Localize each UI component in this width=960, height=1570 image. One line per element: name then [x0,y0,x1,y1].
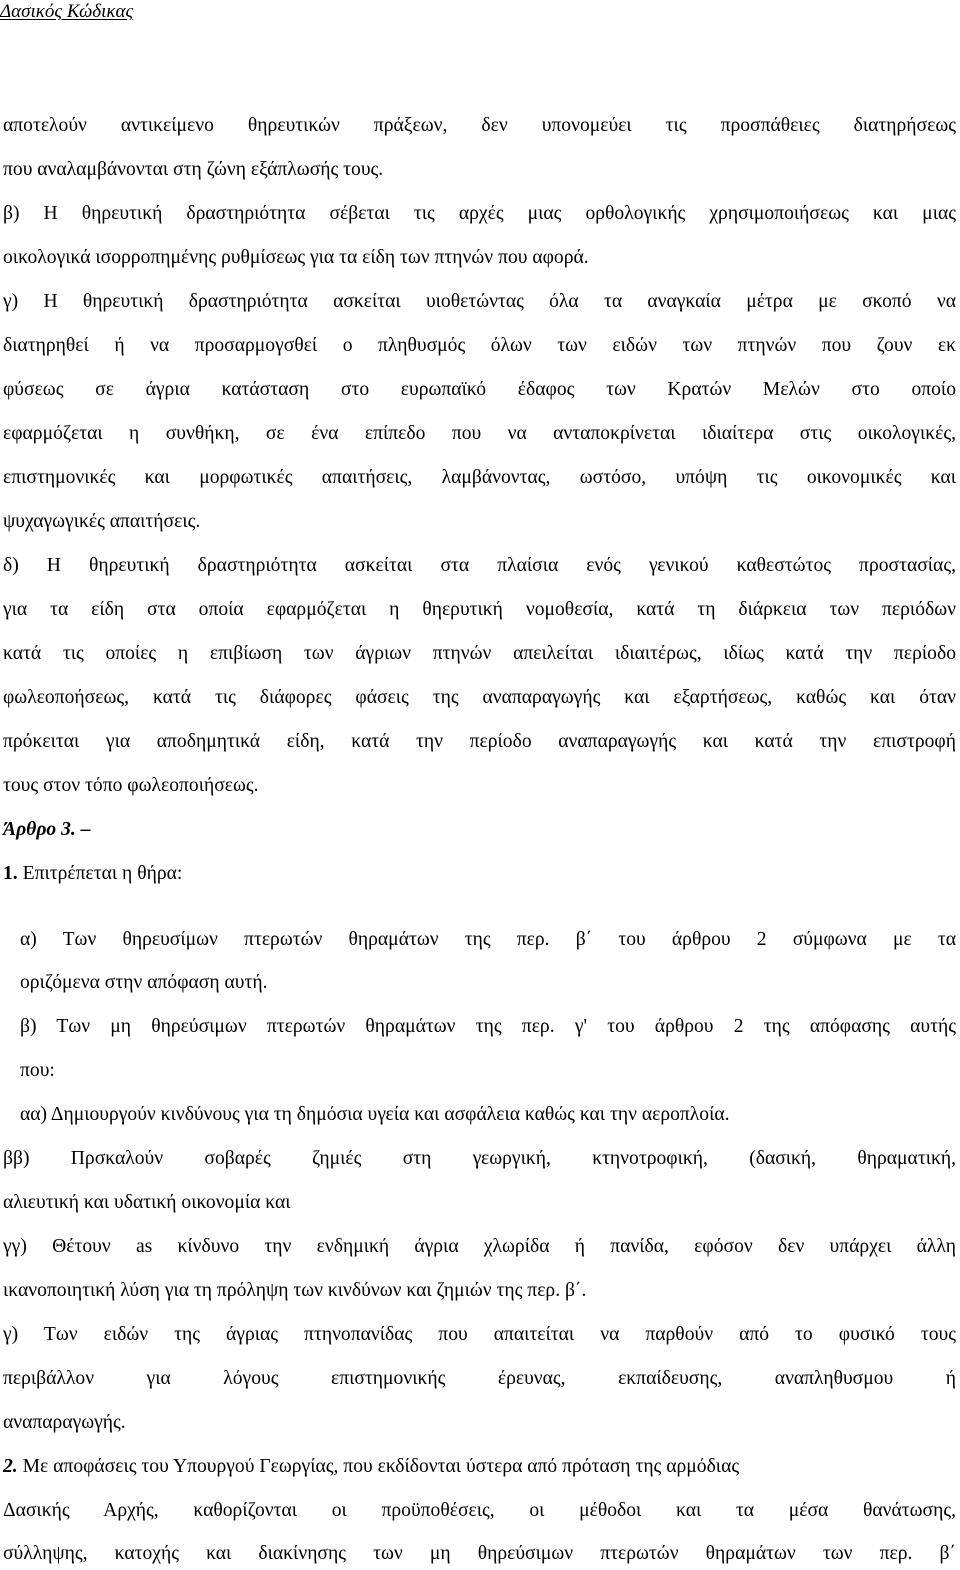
text-line: δ) Η θηρευτική δραστηριότητα ασκείται στα πλαίσια ενός γενικού καθεστώτος προστασίας, [3,555,956,576]
text-line: φύσεως σε άγρια κατάσταση στο ευρωπαϊκό έδαφος των Κρατών Μελών στο οποίο [3,379,956,400]
text-line: που αναλαμβάνονται στη ζώνη εξάπλωσής τους. [3,159,384,180]
text-line: κατά τις οποίες η επιβίωση των άγριων πτηνών απειλείται ιδιαιτέρως, ιδίως κατά την περίοδο [3,643,956,664]
text-line: αναπαραγωγής. [3,1412,126,1433]
text-line: που: [20,1060,55,1081]
text-line: αα) Δημιουργούν κινδύνους για τη δημόσια υγεία και ασφάλεια καθώς και την αεροπλοία. [20,1104,730,1125]
text-line: ικανοποιητική λύση για τη πρόληψη των κινδύνων και ζημιών της περ. β΄. [3,1280,587,1301]
text-line: αποτελούν αντικείμενο θηρευτικών πράξεων, δεν υπονομεύει τις προσπάθειες διατηρήσεως [3,115,956,136]
text-line: φωλεοποήσεως, κατά τις διάφορες φάσεις της αναπαραγωγής και εξαρτήσεως, καθώς και όταν [3,687,956,708]
text-line: πρόκειται για αποδημητικά είδη, κατά την περίοδο αναπαραγωγής και κατά την επιστροφή [3,731,956,752]
text-line: διατηρηθεί ή να προσαρμογσθεί ο πληθυσμός όλων των ειδών των πτηνών που ζουν εκ [3,335,956,356]
text-line: εφαρμόζεται η συνθήκη, σε ένα επίπεδο που να ανταποκρίνεται ιδιαίτερα στις οικολογικές, [3,423,956,444]
text-line: σύλληψης, κατοχής και διακίνησης των μη θηρεύσιμων πτερωτών θηραμάτων των περ. β΄ [3,1543,956,1564]
paragraph-1 [3,861,956,887]
text-line: αλιευτική και υδατική οικονομία και [3,1192,291,1213]
article-heading: Άρθρο 3. – [3,819,91,840]
text-line: α) Των θηρευσίμων πτερωτών θηραμάτων της περ. β΄ του άρθρου 2 σύμφωνα με τα [20,929,956,950]
text-line: ββ) Πρσκαλούν σοβαρές ζημιές στη γεωργική, κτηνοτροφική, (δασική, θηραματική, [3,1148,956,1169]
paragraph-number: 1. [3,863,18,884]
page-header: Δασικός Κώδικας [0,1,134,22]
text-line: οικολογικά ισορροπημένης ρυθμίσεως για τα είδη των πτηνών που αφορά. [3,247,589,268]
text-line: περιβάλλον για λόγους επιστημονικής έρευνας, εκπαίδευσης, αναπληθυσμου ή [3,1368,956,1389]
paragraph-2 [3,1454,956,1480]
text-line: γ) Η θηρευτική δραστηριότητα ασκείται υιοθετώντας όλα τα αναγκαία μέτρα με σκοπό να [3,291,956,312]
text-line: β) Η θηρευτική δραστηριότητα σέβεται τις αρχές μιας ορθολογικής χρησιμοποιήσεως και μιας [3,203,956,224]
paragraph-text: Επιτρέπεται η θήρα: [22,863,183,884]
text-line: οριζόμενα στην απόφαση αυτή. [20,972,268,993]
text-line: γγ) Θέτουν as κίνδυνο την ενδημική άγρια χλωρίδα ή πανίδα, εφόσον δεν υπάρχει άλλη [3,1236,956,1257]
text-line: γ) Των ειδών της άγριας πτηνοπανίδας που απαιτείται να παρθούν από το φυσικό τους [3,1324,956,1345]
text-line: τους στον τόπο φωλεοποιήσεως. [3,775,259,796]
text-line: β) Των μη θηρεύσιμων πτερωτών θηραμάτων της περ. γ' του άρθρου 2 της απόφασης αυτής [20,1016,956,1037]
paragraph-text: Με αποφάσεις του Υπουργού Γεωργίας, που εκδίδονται ύστερα από πρόταση της αρμόδιας [22,1456,740,1477]
text-line: ψυχαγωγικές απαιτήσεις. [3,511,201,532]
text-line: επιστημονικές και μορφωτικές απαιτήσεις, λαμβάνοντας, ωστόσο, υπόψη τις οικονομικές και [3,467,956,488]
text-line: Δασικής Αρχής, καθορίζονται οι προϋποθέσεις, οι μέθοδοι και τα μέσα θανάτωσης, [3,1500,956,1521]
text-line: για τα είδη στα οποία εφαρμόζεται η θηερυτική νομοθεσία, κατά τη διάρκεια των περιόδων [3,599,956,620]
paragraph-number: 2. [3,1456,18,1477]
